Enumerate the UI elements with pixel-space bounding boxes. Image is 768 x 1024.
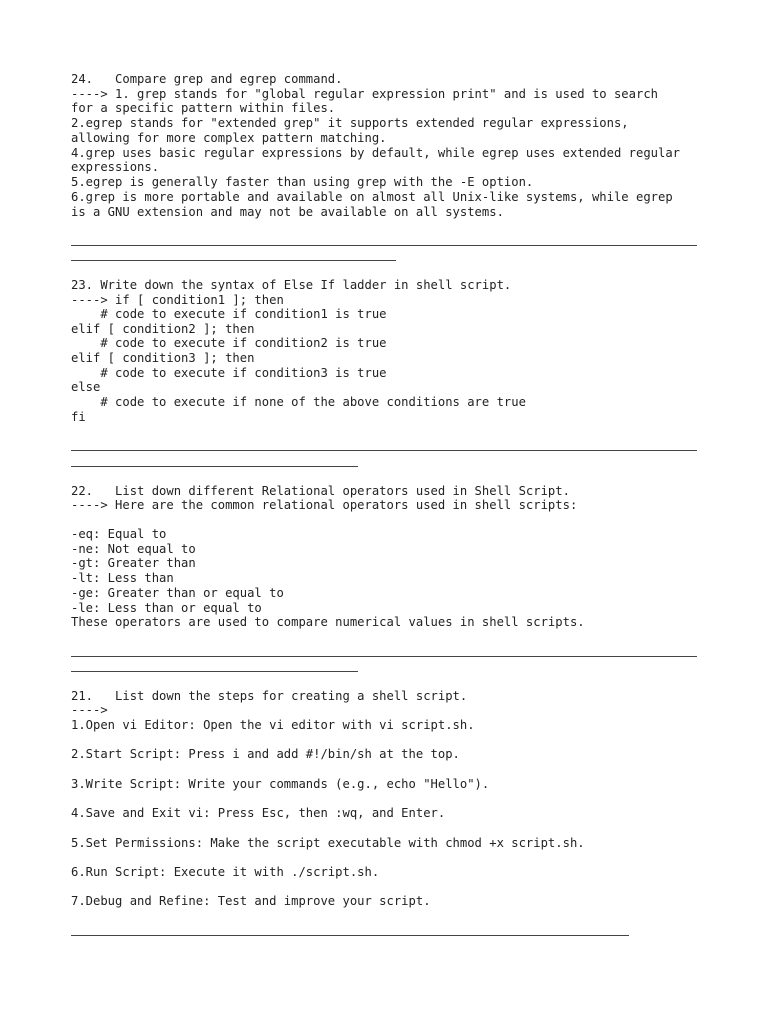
answer-line: elif [ condition3 ]; then (71, 351, 255, 365)
question-22-heading: 22. List down different Relational operators used in Shell Script. (71, 484, 570, 498)
answer-line: # code to execute if condition3 is true (71, 366, 387, 380)
separator-rule (71, 245, 697, 246)
answer-line: -eq: Equal to (71, 527, 167, 541)
answer-line: 5.egrep is generally faster than using grep with the -E option. (71, 175, 534, 189)
answer-line: These operators are used to compare numerical values in shell scripts. (71, 615, 585, 629)
answer-line: for a specific pattern within files. (71, 101, 336, 115)
answer-line: 7.Debug and Refine: Test and improve your script. (71, 894, 431, 908)
answer-line: 3.Write Script: Write your commands (e.g., echo "Hello"). (71, 777, 490, 791)
answer-line: -ge: Greater than or equal to (71, 586, 284, 600)
answer-line: 4.Save and Exit vi: Press Esc, then :wq, and Enter. (71, 806, 446, 820)
answer-line: ----> 1. grep stands for "global regular expression print" and is used to search (71, 87, 658, 101)
answer-line: 4.grep uses basic regular expressions by default, while egrep uses extended regular (71, 146, 681, 160)
separator-rule (71, 935, 629, 936)
answer-line: 6.grep is more portable and available on almost all Unix-like systems, while egrep (71, 190, 673, 204)
answer-line: -lt: Less than (71, 571, 174, 585)
separator-rule (71, 466, 358, 467)
separator-rule (71, 450, 697, 451)
question-23-heading: 23. Write down the syntax of Else If ladder in shell script. (71, 278, 512, 292)
answer-line: # code to execute if none of the above conditions are true (71, 395, 526, 409)
separator-rule (71, 671, 358, 672)
answer-line: 6.Run Script: Execute it with ./script.sh. (71, 865, 380, 879)
answer-line: # code to execute if condition2 is true (71, 336, 387, 350)
answer-line: 1.Open vi Editor: Open the vi editor with vi script.sh. (71, 718, 475, 732)
answer-line: # code to execute if condition1 is true (71, 307, 387, 321)
question-21-heading: 21. List down the steps for creating a shell script. (71, 689, 468, 703)
answer-line: -gt: Greater than (71, 556, 196, 570)
answer-line: -le: Less than or equal to (71, 601, 262, 615)
answer-line: is a GNU extension and may not be available on all systems. (71, 205, 504, 219)
answer-line: 5.Set Permissions: Make the script executable with chmod +x script.sh. (71, 836, 585, 850)
answer-line: 2.Start Script: Press i and add #!/bin/sh at the top. (71, 747, 460, 761)
answer-line: elif [ condition2 ]; then (71, 322, 255, 336)
answer-line: allowing for more complex pattern matching. (71, 131, 387, 145)
answer-line: -ne: Not equal to (71, 542, 196, 556)
separator-rule (71, 656, 697, 657)
answer-line: ----> if [ condition1 ]; then (71, 293, 284, 307)
answer-line: fi (71, 410, 86, 424)
answer-line: expressions. (71, 160, 160, 174)
answer-line: ----> (71, 703, 108, 717)
separator-rule (71, 260, 396, 261)
question-24-heading: 24. Compare grep and egrep command. (71, 72, 343, 86)
answer-line: ----> Here are the common relational operators used in shell scripts: (71, 498, 578, 512)
answer-line: else (71, 380, 101, 394)
answer-line: 2.egrep stands for "extended grep" it supports extended regular expressions, (71, 116, 629, 130)
